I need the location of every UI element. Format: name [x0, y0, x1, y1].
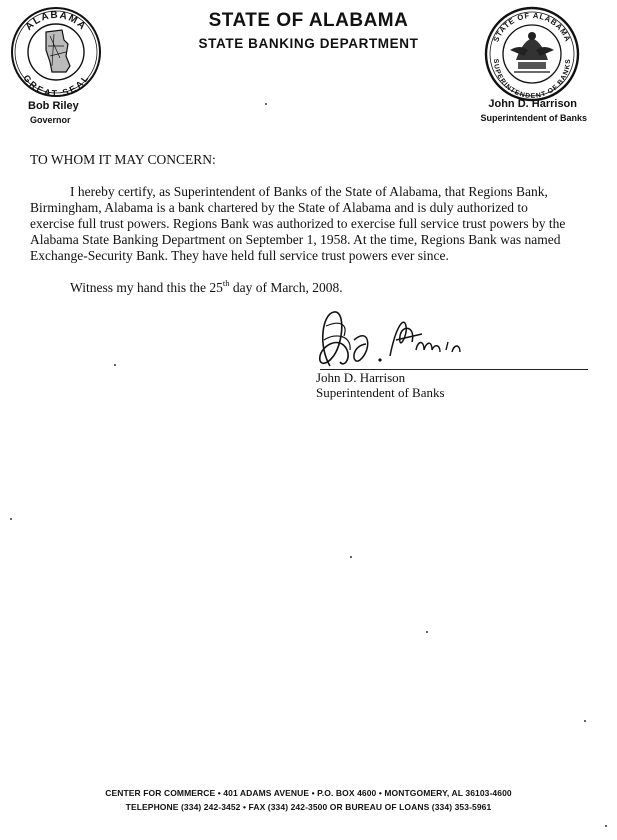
- certification-paragraph: I hereby certify, as Superintendent of Banks of the State of Alabama, that Regions Bank, Birmingham, Alabama is a bank chartered by the State of Alabama and is duly authorized to exercise full trust powers. Regions Bank was authorized to exercise full service trust powers by the Alabama State Banking Department on September 1, 1958. At the time, Regions Bank was named Exchange-Security Bank. They have held full service trust powers ever since.: [30, 184, 566, 263]
- governor-title: Governor: [30, 115, 71, 125]
- letterhead-title: STATE OF ALABAMA: [208, 10, 409, 31]
- scan-speck: [10, 518, 12, 520]
- superintendent-title: Superintendent of Banks: [480, 113, 587, 123]
- scan-speck: [426, 631, 428, 633]
- salutation: TO WHOM IT MAY CONCERN:: [30, 152, 216, 167]
- left-seal-bottom-text: GREAT SEAL: [21, 72, 91, 98]
- scan-speck: [114, 364, 116, 366]
- superintendent-name: John D. Harrison: [488, 98, 577, 110]
- right-seal-bottom-text: SUPERINTENDENT OF BANKS: [491, 58, 573, 101]
- witness-ordinal: th: [222, 278, 230, 288]
- scan-speck: [605, 825, 607, 827]
- letterhead-subtitle: STATE BANKING DEPARTMENT: [198, 36, 419, 51]
- witness-line: [70, 280, 343, 296]
- left-seal-top-text: ALABAMA: [23, 9, 89, 33]
- signer-title: Superintendent of Banks: [316, 385, 445, 400]
- banking-department-seal-icon: [484, 6, 580, 102]
- witness-suffix: day of March, 2008.: [229, 280, 343, 295]
- scan-speck: [584, 720, 586, 722]
- signer-name: John D. Harrison: [316, 370, 406, 385]
- governor-name: Bob Riley: [28, 100, 79, 112]
- scan-speck: [265, 103, 267, 105]
- footer-address: CENTER FOR COMMERCE • 401 ADAMS AVENUE • P.O. BOX 4600 • MONTGOMERY, AL 36103-4600: [105, 788, 512, 798]
- svg-text:GREAT SEAL: [21, 73, 91, 98]
- handwritten-signature: [300, 306, 490, 376]
- right-seal-top-text: STATE OF ALABAMA: [491, 10, 573, 44]
- witness-prefix: Witness my hand this the 25: [70, 280, 223, 295]
- scan-speck: [350, 556, 352, 558]
- footer-phones: TELEPHONE (334) 242-3452 • FAX (334) 242-3500 OR BUREAU OF LOANS (334) 353-5961: [125, 802, 492, 812]
